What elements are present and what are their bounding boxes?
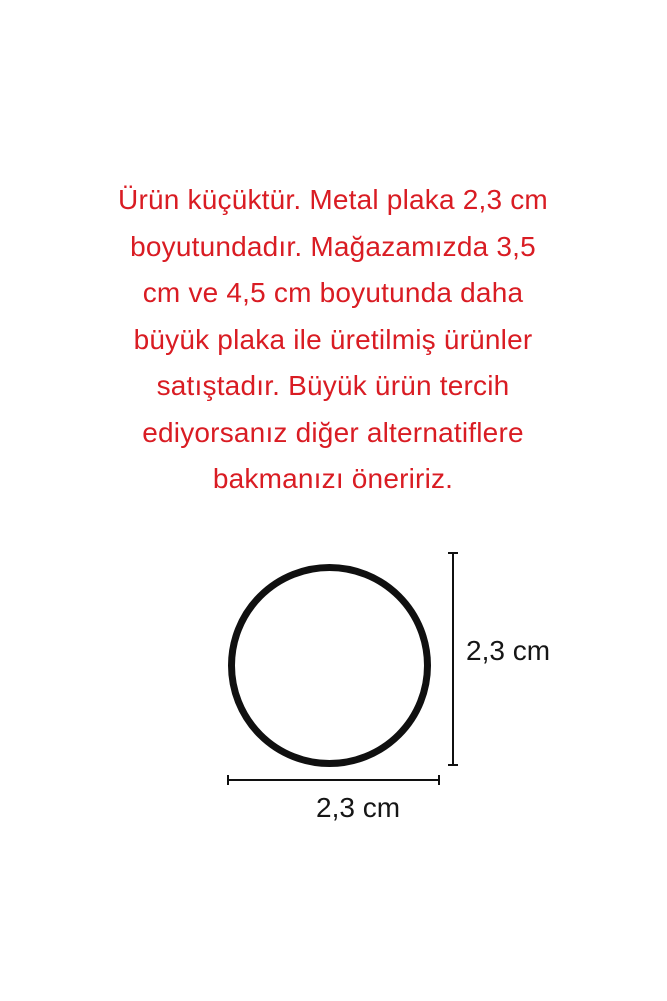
notice-line-2: boyutundadır. Mağazamızda 3,5	[130, 230, 536, 262]
notice-line-5: satıştadır. Büyük ürün tercih	[156, 370, 510, 401]
metal-plate-circle	[228, 564, 431, 767]
height-dimension-label: 2,3 cm	[466, 635, 551, 666]
width-dimension-label: 2,3 cm	[316, 792, 401, 823]
notice-text	[13, 177, 653, 503]
notice-line-4: büyük plaka ile üretilmiş ürünler	[133, 323, 533, 355]
notice-line-1: Ürün küçüktür. Metal plaka 2,3 cm	[118, 184, 548, 215]
notice-line-7: bakmanızı öneririz.	[212, 463, 454, 494]
height-dimension-line	[452, 552, 454, 766]
notice-line-6: ediyorsanız diğer alternatiflere	[142, 416, 524, 448]
dimension-tick-bottom	[448, 764, 458, 766]
width-dimension-line	[227, 779, 440, 781]
dimension-tick-left	[227, 775, 229, 785]
notice-line-3: cm ve 4,5 cm boyutunda daha	[142, 277, 524, 308]
dimension-tick-top	[448, 552, 458, 554]
dimension-tick-right	[438, 775, 440, 785]
